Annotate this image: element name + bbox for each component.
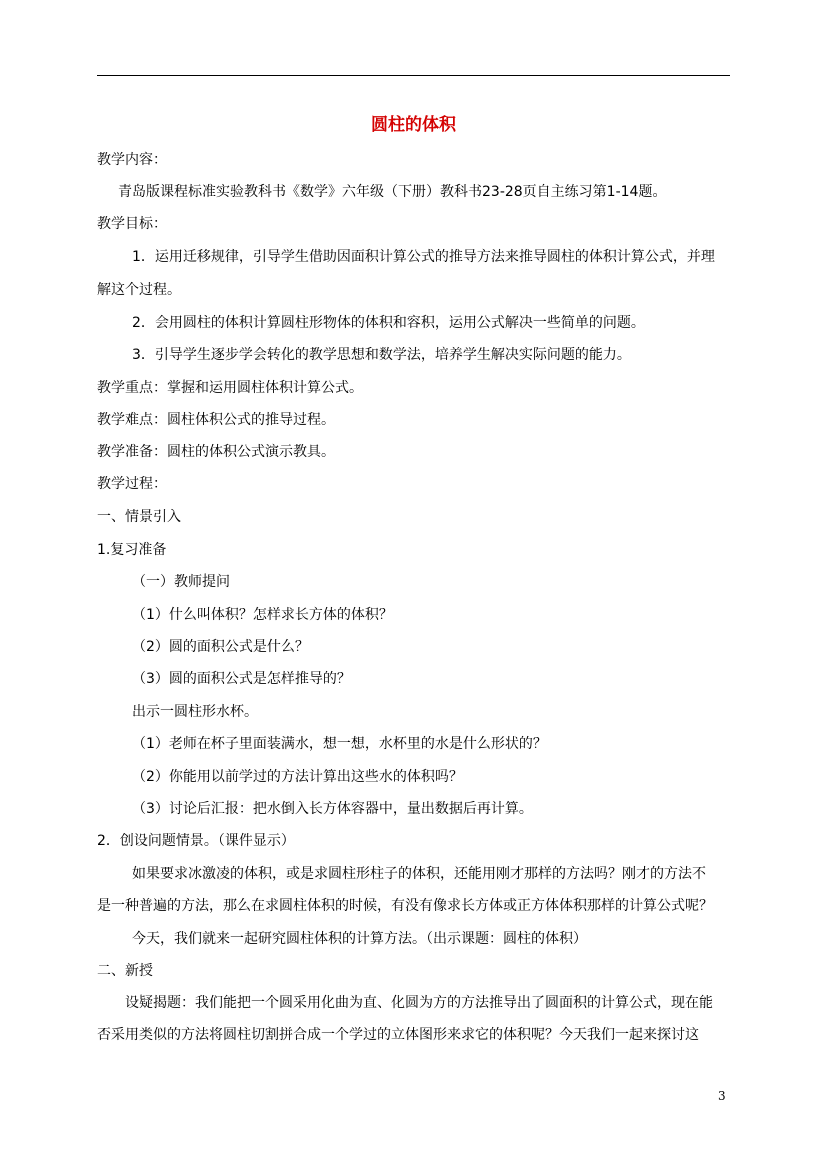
paragraph-line: 教学重点：掌握和运用圆柱体积计算公式。 [97,380,363,396]
subsection-heading: 2．创设问题情景。（课件显示） [97,833,295,849]
paragraph-line: （1）老师在杯子里面装满水，想一想，水杯里的水是什么形状的？ [132,736,547,752]
paragraph-line: 1．运用迁移规律，引导学生借助因面积计算公式的推导方法来推导圆柱的体积计算公式，并理 [132,249,715,265]
page-number: 3 [718,1089,726,1103]
paragraph-line: （1）什么叫体积？怎样求长方体的体积？ [132,607,393,623]
paragraph-line: 出示一圆柱形水杯。 [132,704,258,720]
paragraph-line: 2．会用圆柱的体积计算圆柱形物体的体积和容积，运用公式解决一些简单的问题。 [132,315,645,331]
paragraph-line: （2）你能用以前学过的方法计算出这些水的体积吗？ [132,769,463,785]
section-heading-process: 教学过程： [97,476,167,492]
paragraph-line: 3．引导学生逐步学会转化的教学思想和数学法，培养学生解决实际问题的能力。 [132,347,631,363]
paragraph-line: （3）圆的面积公式是怎样推导的？ [132,671,351,687]
section-heading-content: 教学内容： [97,152,167,168]
page-title: 圆柱的体积 [371,115,456,135]
paragraph-line: 教学准备：圆柱的体积公式演示教具。 [97,444,335,460]
section-heading-objectives: 教学目标： [97,216,167,232]
subsection-heading: 1.复习准备 [97,542,167,558]
paragraph-line: （一）教师提问 [132,574,230,590]
paragraph-line: 青岛版课程标准实验教科书《数学》六年级（下册）教科书23-28页自主练习第1-14题。 [118,184,667,200]
header-rule [97,75,730,76]
paragraph-line: 否采用类似的方法将圆柱切割拼合成一个学过的立体图形来求它的体积呢？今天我们一起来探讨这 [97,1027,699,1043]
paragraph-line: 解这个过程。 [97,282,181,298]
paragraph-line: （3）讨论后汇报：把水倒入长方体容器中，量出数据后再计算。 [132,801,533,817]
paragraph-line: 设疑揭题：我们能把一个圆采用化曲为直、化圆为方的方法推导出了圆面积的计算公式，现在能 [125,995,713,1011]
paragraph-line: （2）圆的面积公式是什么？ [132,639,309,655]
paragraph-line: 今天，我们就来一起研究圆柱体积的计算方法。（出示课题：圆柱的体积） [132,931,587,947]
section-heading-intro: 一、情景引入 [97,509,181,525]
paragraph-line: 教学难点：圆柱体积公式的推导过程。 [97,412,335,428]
section-heading-new: 二、新授 [97,963,153,979]
paragraph-line: 如果要求冰激凌的体积，或是求圆柱形柱子的体积，还能用刚才那样的方法吗？刚才的方法不 [132,866,706,882]
paragraph-line: 是一种普遍的方法，那么在求圆柱体积的时候，有没有像求长方体或正方体体积那样的计算公式呢？ [97,898,713,914]
